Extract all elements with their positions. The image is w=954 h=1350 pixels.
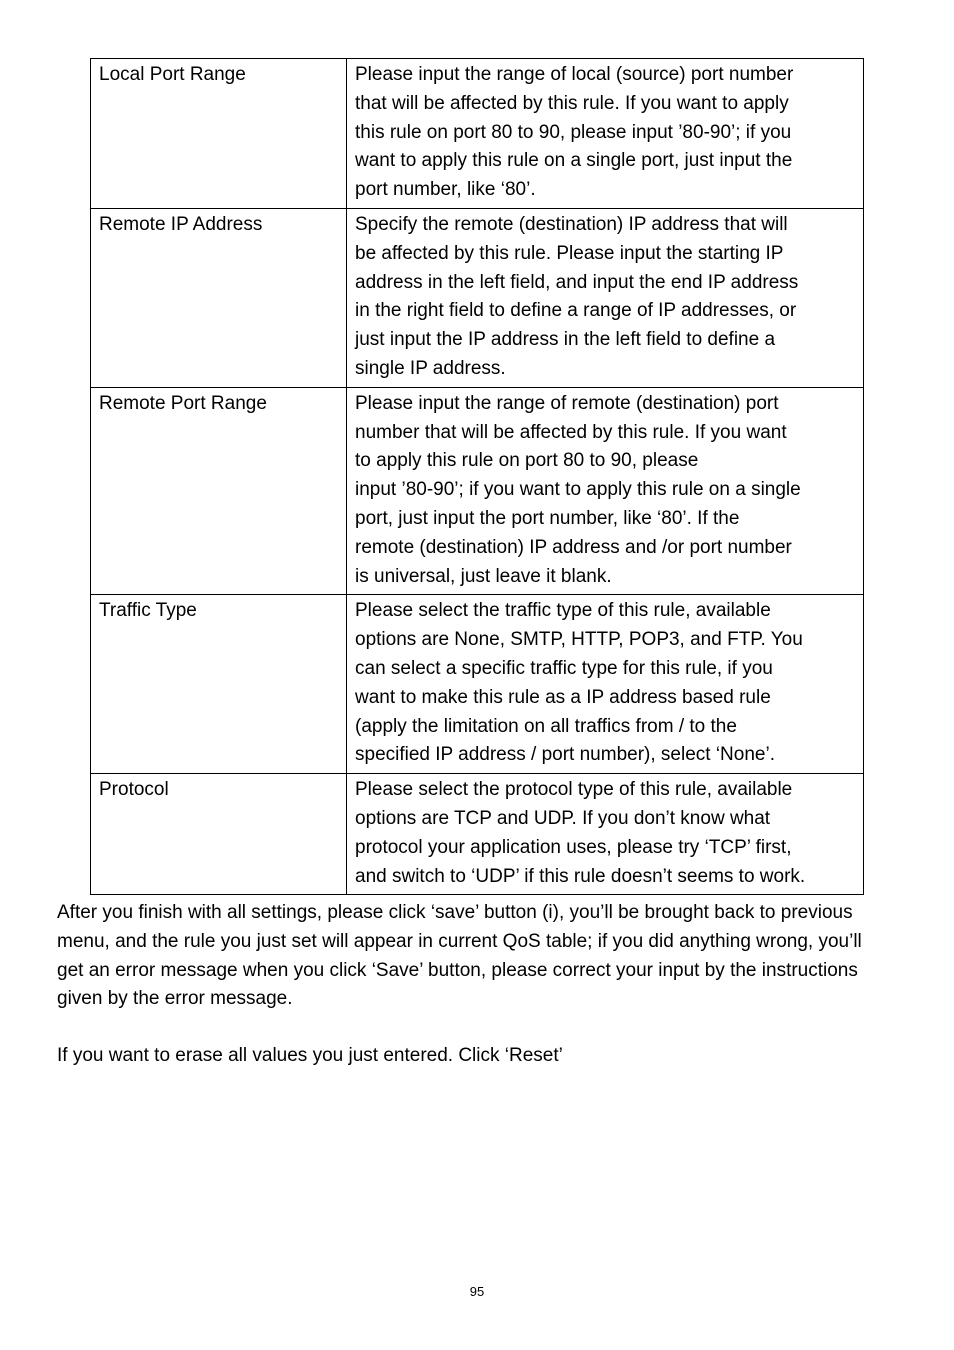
description-line: protocol your application uses, please try ‘TCP’ first,	[355, 836, 792, 858]
description-line: remote (destination) IP address and /or port number	[355, 536, 792, 558]
table-row	[91, 595, 864, 774]
description-line: port, just input the port number, like ‘80’. If the	[355, 507, 740, 529]
table-row	[91, 387, 864, 595]
table-row	[91, 774, 864, 895]
description-line: number that will be affected by this rule. If you want	[355, 421, 787, 443]
description-line: want to make this rule as a IP address based rule	[355, 686, 771, 708]
description-line: this rule on port 80 to 90, please input ’80-90’; if you	[355, 121, 792, 143]
instructions-paragraph: After you finish with all settings, please click ‘save’ button (i), you’ll be brought back to previous menu, and the rule you just set will appear in current QoS table; if you did anything wrong, you’ll get an error message when you click ‘Save’ button, please correct your input by the instructions given by the error message.	[57, 902, 862, 1010]
description-line: input ’80-90’; if you want to apply this rule on a single	[355, 479, 801, 501]
description-line: and switch to ‘UDP’ if this rule doesn’t seems to work.	[355, 865, 806, 887]
setting-label: Protocol	[91, 774, 347, 895]
description-line: port number, like ‘80’.	[355, 179, 536, 201]
description-line: single IP address.	[355, 357, 506, 379]
description-line: Please select the traffic type of this rule, available	[355, 600, 771, 622]
settings-table	[90, 58, 864, 895]
description-line: can select a specific traffic type for this rule, if you	[355, 657, 773, 679]
table-row	[91, 59, 864, 209]
setting-label: Traffic Type	[91, 595, 347, 774]
description-line: options are None, SMTP, HTTP, POP3, and FTP. You	[355, 629, 803, 651]
description-line: to apply this rule on port 80 to 90, please	[355, 450, 699, 472]
setting-label: Remote Port Range	[91, 387, 347, 595]
description-line: Please input the range of remote (destination) port	[355, 392, 779, 414]
reset-note-paragraph: If you want to erase all values you just entered. Click ‘Reset’	[57, 1045, 563, 1066]
description-line: that will be affected by this rule. If you want to apply	[355, 92, 789, 114]
description-line: specified IP address / port number), select ‘None’.	[355, 744, 775, 766]
setting-label: Remote IP Address	[91, 208, 347, 387]
description-line: just input the IP address in the left field to define a	[355, 329, 776, 351]
setting-description	[347, 774, 864, 895]
setting-description	[347, 387, 864, 595]
description-line: want to apply this rule on a single port, just input the	[355, 150, 793, 172]
setting-label: Local Port Range	[91, 59, 347, 209]
setting-description	[347, 595, 864, 774]
table-row	[91, 208, 864, 387]
description-line: in the right field to define a range of IP addresses, or	[355, 300, 797, 322]
description-line: Specify the remote (destination) IP address that will	[355, 213, 788, 235]
description-line: be affected by this rule. Please input the starting IP	[355, 242, 784, 264]
setting-description	[347, 208, 864, 387]
page-number: 95	[469, 1284, 485, 1299]
description-line: Please select the protocol type of this rule, available	[355, 779, 793, 801]
description-line: (apply the limitation on all traffics from / to the	[355, 715, 737, 737]
setting-description	[347, 59, 864, 209]
description-line: is universal, just leave it blank.	[355, 565, 612, 587]
description-line: address in the left field, and input the end IP address	[355, 271, 799, 293]
description-line: Please input the range of local (source) port number	[355, 64, 794, 85]
description-line: options are TCP and UDP. If you don’t know what	[355, 807, 771, 829]
